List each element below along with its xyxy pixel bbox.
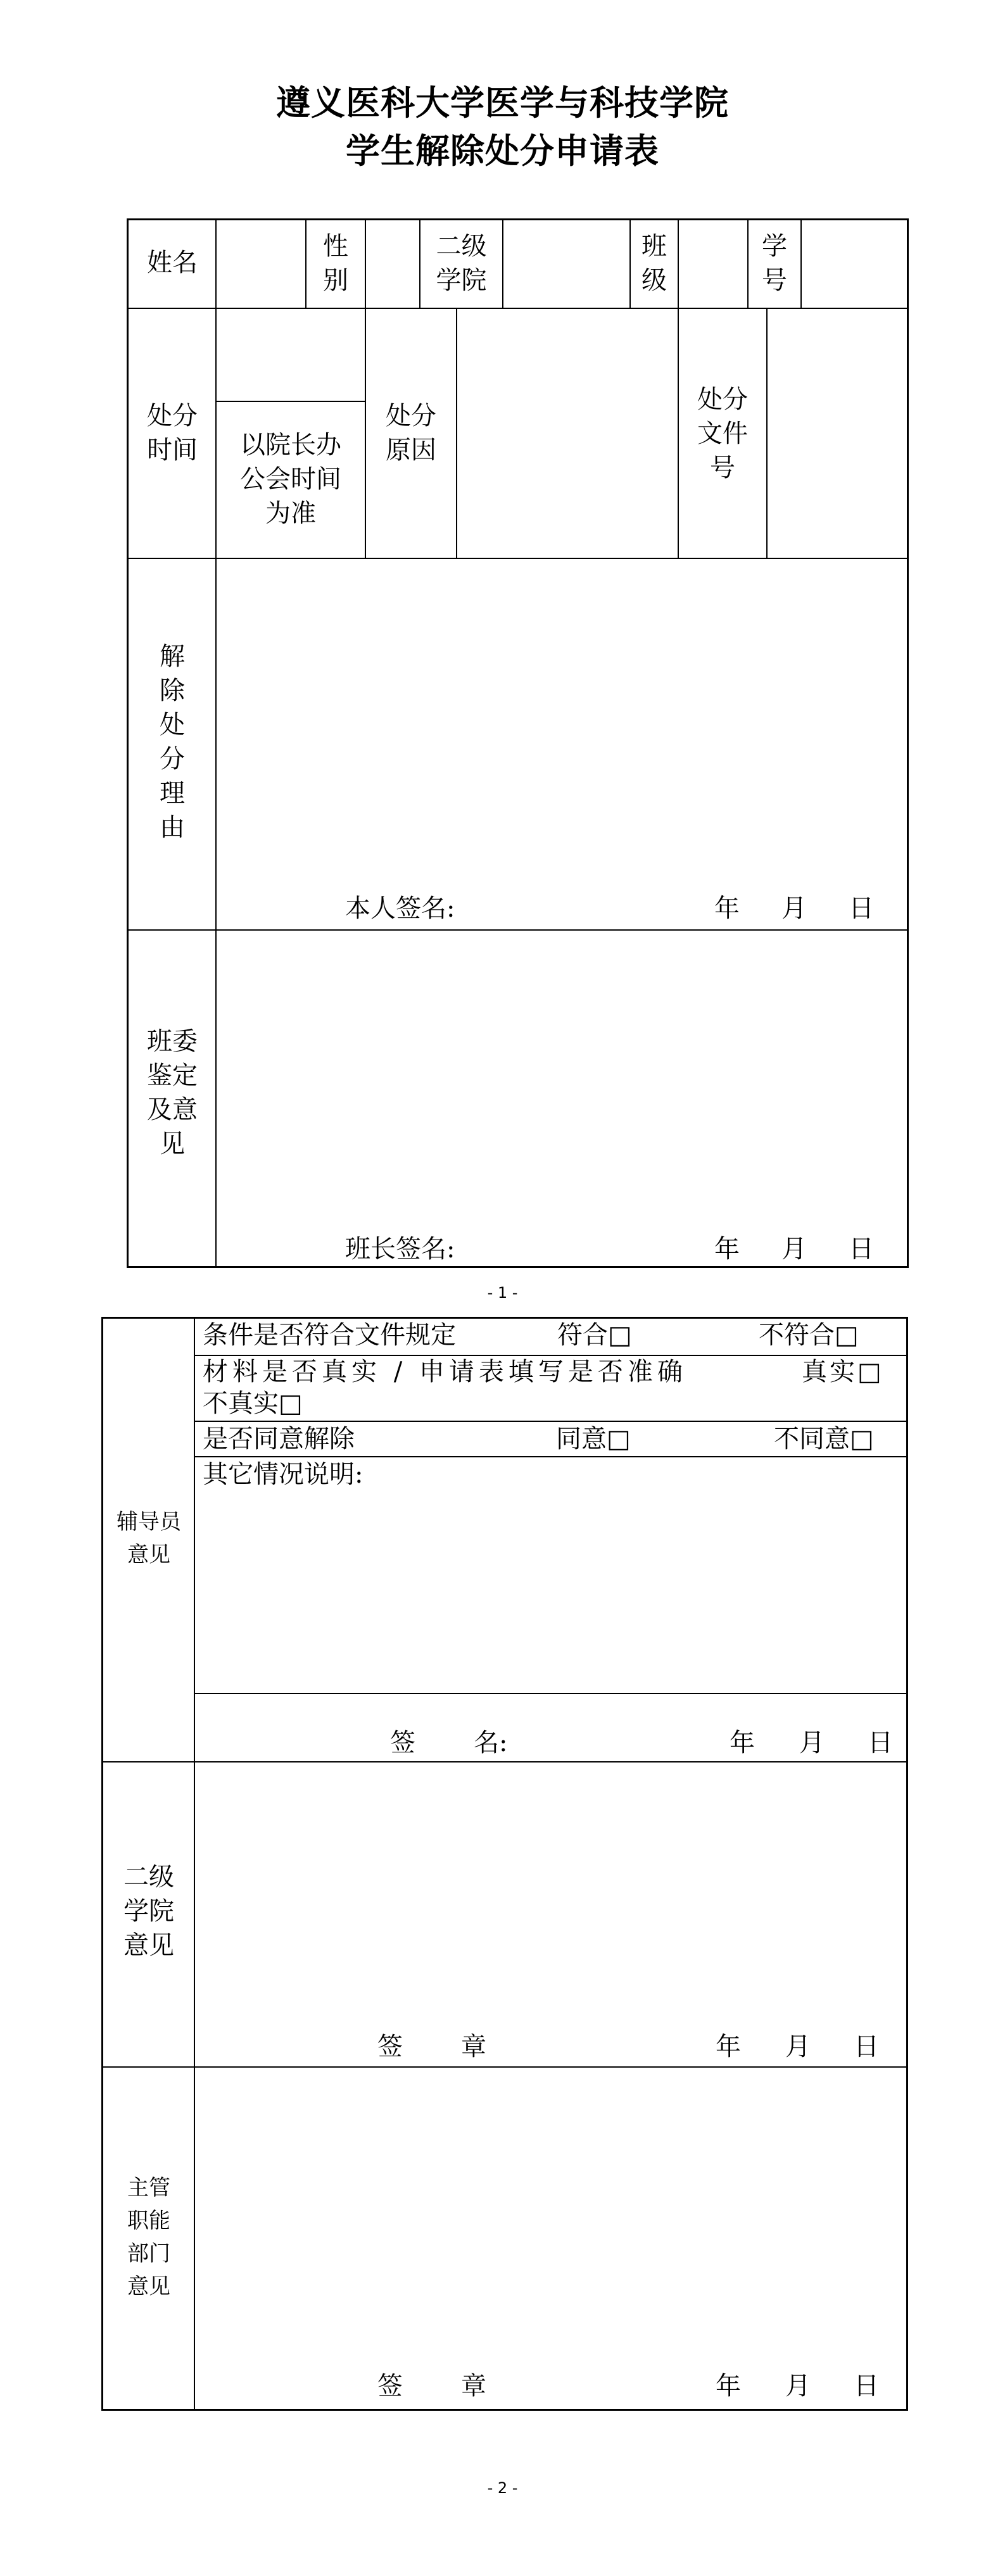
authenticity-no-checkbox[interactable]: 不真实□ <box>203 1389 303 1418</box>
class-label: 班 级 <box>642 232 667 295</box>
date-month-label: 月 <box>799 1728 825 1757</box>
department-opinion-field[interactable] <box>196 2070 906 2361</box>
class-committee-field[interactable] <box>218 933 907 1224</box>
name-label: 姓名 <box>147 248 198 277</box>
punishment-reason-label: 处分 原因 <box>386 401 436 465</box>
applicant-signature-label: 本人签名: <box>345 894 455 923</box>
page-number: - 2 - <box>487 2479 518 2497</box>
class-field[interactable] <box>679 222 747 306</box>
student-id-field[interactable] <box>802 222 907 306</box>
student-id-label: 学 号 <box>762 232 787 295</box>
criteria-no-checkbox[interactable]: 不符合□ <box>759 1321 859 1350</box>
p2-label-column-line <box>194 1317 195 2411</box>
authenticity-question: 材料是否真实 / 申请表填写是否准确 <box>203 1357 687 1386</box>
date-month-label: 月 <box>781 1235 807 1264</box>
p1-time-note-divider <box>215 401 365 402</box>
criteria-question: 条件是否符合文件规定 <box>203 1321 456 1350</box>
date-day-label: 日 <box>854 2032 879 2061</box>
date-day-label: 日 <box>868 1728 893 1757</box>
punishment-time-label: 处分 时间 <box>147 401 198 465</box>
approve-yes-checkbox[interactable]: 同意□ <box>556 1424 631 1454</box>
college-seal-label-1: 签 <box>377 2032 403 2061</box>
date-year-label: 年 <box>714 894 740 923</box>
department-opinion-label: 主管 职能 部门 意见 <box>127 2175 170 2299</box>
date-month-label: 月 <box>785 2032 811 2061</box>
p2-row-divider <box>194 1693 908 1694</box>
date-year-label: 年 <box>716 2372 741 2401</box>
p2-section-divider <box>101 2066 908 2068</box>
approve-question: 是否同意解除 <box>203 1424 355 1454</box>
college-seal-label-2: 章 <box>461 2032 486 2061</box>
college-opinion-label: 二级 学院 意见 <box>123 1863 174 1960</box>
punishment-time-note: 以院长办 公会时间 为准 <box>240 430 341 528</box>
p1-row-divider <box>127 558 909 559</box>
date-day-label: 日 <box>854 2372 879 2401</box>
p1-row-divider <box>127 308 909 309</box>
college-opinion-field[interactable] <box>196 1765 906 2025</box>
other-notes-field[interactable] <box>196 1494 906 1690</box>
authenticity-yes-checkbox[interactable]: 真实□ <box>802 1357 884 1386</box>
date-day-label: 日 <box>849 1235 874 1264</box>
punishment-time-field[interactable] <box>217 310 365 400</box>
date-year-label: 年 <box>714 1235 740 1264</box>
revoke-reason-field[interactable] <box>218 561 907 884</box>
punishment-reason-field[interactable] <box>457 310 678 556</box>
date-year-label: 年 <box>730 1728 755 1757</box>
dept-seal-label-1: 签 <box>377 2372 403 2401</box>
date-month-label: 月 <box>781 894 807 923</box>
counselor-opinion-label: 辅导员 意见 <box>117 1509 181 1568</box>
form-title-school: 遵义医科大学医学与科技学院 <box>276 82 729 123</box>
counselor-sign-label-1: 签 <box>390 1728 415 1757</box>
counselor-sign-label-2: 名: <box>474 1728 508 1757</box>
dept-seal-label-2: 章 <box>461 2372 486 2401</box>
gender-label: 性 别 <box>323 232 348 295</box>
p1-row-divider <box>127 929 909 931</box>
page-number: - 1 - <box>487 1284 518 1302</box>
date-month-label: 月 <box>785 2372 811 2401</box>
p2-section-divider <box>101 1761 908 1762</box>
name-field[interactable] <box>217 222 304 306</box>
date-day-label: 日 <box>849 894 874 923</box>
college-label: 二级 学院 <box>436 232 487 295</box>
revoke-reason-label: 解 除 处 分 理 由 <box>160 642 185 842</box>
punishment-document-field[interactable] <box>768 310 907 556</box>
form-title-name: 学生解除处分申请表 <box>346 130 659 171</box>
college-field[interactable] <box>503 222 629 306</box>
punishment-document-label: 处分 文件 号 <box>697 385 748 482</box>
approve-no-checkbox[interactable]: 不同意□ <box>774 1424 874 1454</box>
date-year-label: 年 <box>716 2032 741 2061</box>
criteria-yes-checkbox[interactable]: 符合□ <box>557 1321 632 1350</box>
other-notes-label: 其它情况说明: <box>203 1460 363 1489</box>
monitor-signature-label: 班长签名: <box>345 1235 455 1264</box>
class-committee-label: 班委 鉴定 及意 见 <box>147 1027 198 1159</box>
gender-field[interactable] <box>366 222 419 306</box>
